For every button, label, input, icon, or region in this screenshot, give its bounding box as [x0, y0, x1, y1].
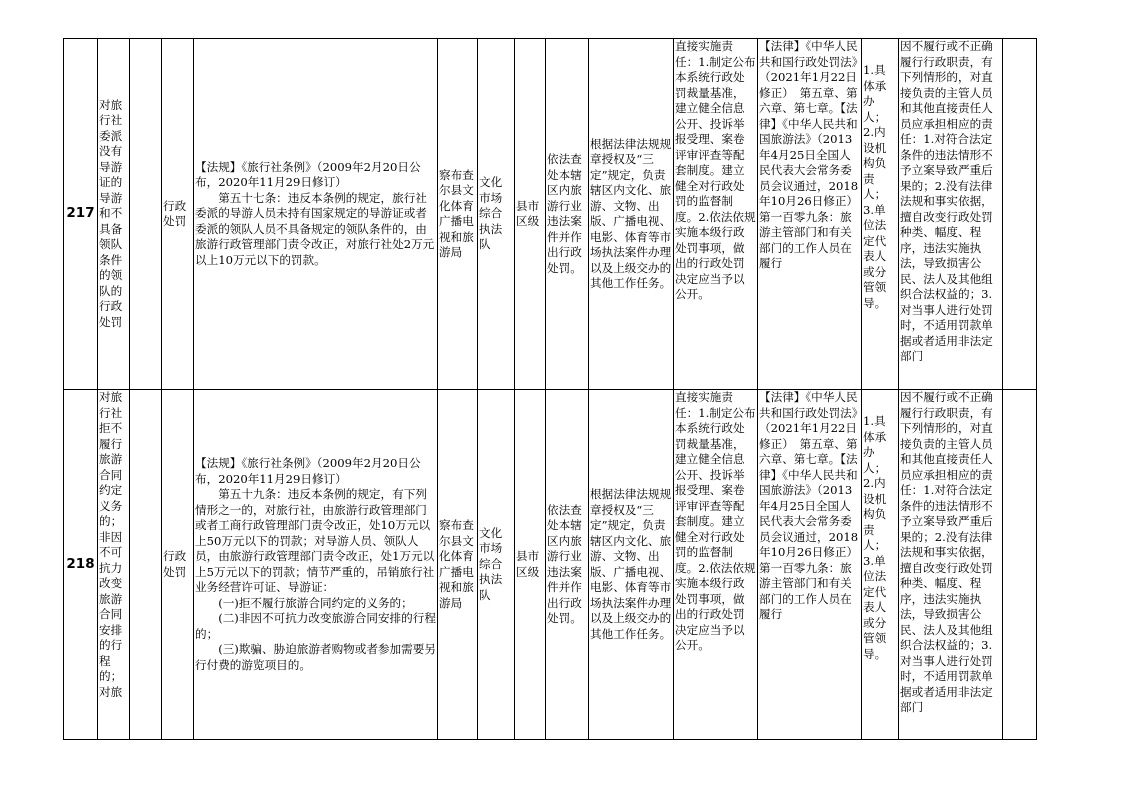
subject-cell: 1.具体承办人；2.内设机构负责人；3.单位法定代表人或分管领导。	[862, 39, 899, 390]
executor-cell: 文化市场综合执法队	[478, 39, 515, 390]
basis-line: (三)欺骗、胁迫旅游者购物或者参加需要另行付费的游览项目的。	[195, 642, 436, 672]
responsibility-cell: 直接实施责任：1.制定公布本系统行政处罚裁量基准，建立健全信息公开、投诉举报受理、案卷评审评查等配套制度。建立健全对行政处罚的监督制度。2.依法依规实施本级行政处罚事项，做出的行政处罚决定应当予以公开。	[674, 39, 758, 390]
item-name-cell: 对旅行社拒不履行旅游合同约定义务的；非因不可抗力改变旅游合同安排的行程的；对旅	[98, 390, 130, 740]
basis-desc-cell: 根据法律法规规章授权及“三定”规定，负责辖区内文化、旅游、文物、出版、广播电视、电影、体育等市场执法案件办理以及上级交办的其他工作任务。	[589, 39, 674, 390]
legal-basis-cell	[194, 39, 438, 390]
basis-line: 第五十七条：违反本条例的规定，旅行社委派的导游人员未持有国家规定的导游证或者委派的领队人员不具备规定的领队条件的，由旅游行政管理部门责令改正，对旅行社处2万元以上10万元以下的罚款。	[195, 190, 435, 267]
basis-line: (一)拒不履行旅游合同约定的义务的；	[218, 595, 413, 610]
item-name-cell: 对旅行社委派没有导游证的导游和不具备领队条件的领队的行政处罚	[98, 39, 130, 390]
subject-cell: 1.具体承办人；2.内设机构负责人；3.单位法定代表人或分管领导。	[862, 390, 899, 740]
category-cell: 行政处罚	[162, 390, 194, 740]
blank-cell	[130, 390, 162, 740]
content-cell: 依法查处本辖区内旅游行业违法案件并作出行政处罚。	[546, 39, 589, 390]
content-cell: 依法查处本辖区内旅游行业违法案件并作出行政处罚。	[546, 390, 589, 740]
blank-cell	[1003, 39, 1037, 390]
executor-cell: 文化市场综合执法队	[478, 390, 515, 740]
legal-basis-cell	[194, 390, 438, 740]
row-number: 217	[64, 39, 98, 390]
agency-cell: 察布查尔县文化体育广播电视和旅游局	[438, 390, 478, 740]
category-cell: 行政处罚	[162, 39, 194, 390]
level-cell: 县市区级	[515, 390, 546, 740]
basis-line: 【法规】《旅行社条例》（2009年2月20日公布，2020年11月29日修订）	[195, 159, 421, 190]
blank-cell	[1003, 390, 1037, 740]
table-row	[64, 390, 1037, 740]
accountability-cell: 因不履行或不正确履行行政职责，有下列情形的，对直接负责的主管人员和其他直接责任人员应承担相应的责任：1.对符合法定条件的违法情形不予立案导致严重后果的；2.没有法律法规和事实依据，擅自改变行政处罚种类、幅度、程序，违法实施执法，导致损害公民、法人及其他组织合法权益的；3.对当事人进行处罚时，不适用罚款单据或者适用非法定部门	[899, 390, 1003, 740]
row-number: 218	[64, 390, 98, 740]
basis-line: 【法规】《旅行社条例》（2009年2月20日公布，2020年11月29日修订）	[195, 456, 421, 486]
basis-desc-cell: 根据法律法规规章授权及“三定”规定，负责辖区内文化、旅游、文物、出版、广播电视、电影、体育等市场执法案件办理以及上级交办的其他工作任务。	[589, 390, 674, 740]
level-cell: 县市区级	[515, 39, 546, 390]
responsibility-cell: 直接实施责任：1.制定公布本系统行政处罚裁量基准，建立健全信息公开、投诉举报受理、案卷评审评查等配套制度。建立健全对行政处罚的监督制度。2.依法依规实施本级行政处罚事项，做出的行政处罚决定应当予以公开。	[674, 390, 758, 740]
basis-line: (二)非因不可抗力改变旅游合同安排的行程的；	[195, 611, 436, 641]
enforcement-table	[63, 38, 1037, 740]
accountability-cell: 因不履行或不正确履行行政职责，有下列情形的，对直接负责的主管人员和其他直接责任人员应承担相应的责任：1.对符合法定条件的违法情形不予立案导致严重后果的；2.没有法律法规和事实依据，擅自改变行政处罚种类、幅度、程序，违法实施执法，导致损害公民、法人及其他组织合法权益的；3.对当事人进行处罚时，不适用罚款单据或者适用非法定部门	[899, 39, 1003, 390]
basis-line: 第五十九条：违反本条例的规定，有下列情形之一的，对旅行社，由旅游行政管理部门或者工商行政管理部门责令改正，处10万元以上50万元以下的罚款；对导游人员、领队人员，由旅游行政管理部门责令改正，处1万元以上5万元以下的罚款；情节严重的，吊销旅行社业务经营许可证、导游证：	[195, 487, 435, 594]
agency-cell: 察布查尔县文化体育广播电视和旅游局	[438, 39, 478, 390]
blank-cell	[130, 39, 162, 390]
table-row	[64, 39, 1037, 390]
law-basis-cell: 【法律】《中华人民共和国行政处罚法》（2021年1月22日修正） 第五章、第六章、第七章。【法律】《中华人民共和国旅游法》（2013年4月25日全国人民代表大会常务委员会议通过，2018年10月26日修正） 第一百零九条：旅游主管部门和有关部门的工作人员在履行	[758, 390, 862, 740]
law-basis-cell: 【法律】《中华人民共和国行政处罚法》（2021年1月22日修正） 第五章、第六章、第七章。【法律】《中华人民共和国旅游法》（2013年4月25日全国人民代表大会常务委员会议通过，2018年10月26日修正） 第一百零九条：旅游主管部门和有关部门的工作人员在履行	[758, 39, 862, 390]
